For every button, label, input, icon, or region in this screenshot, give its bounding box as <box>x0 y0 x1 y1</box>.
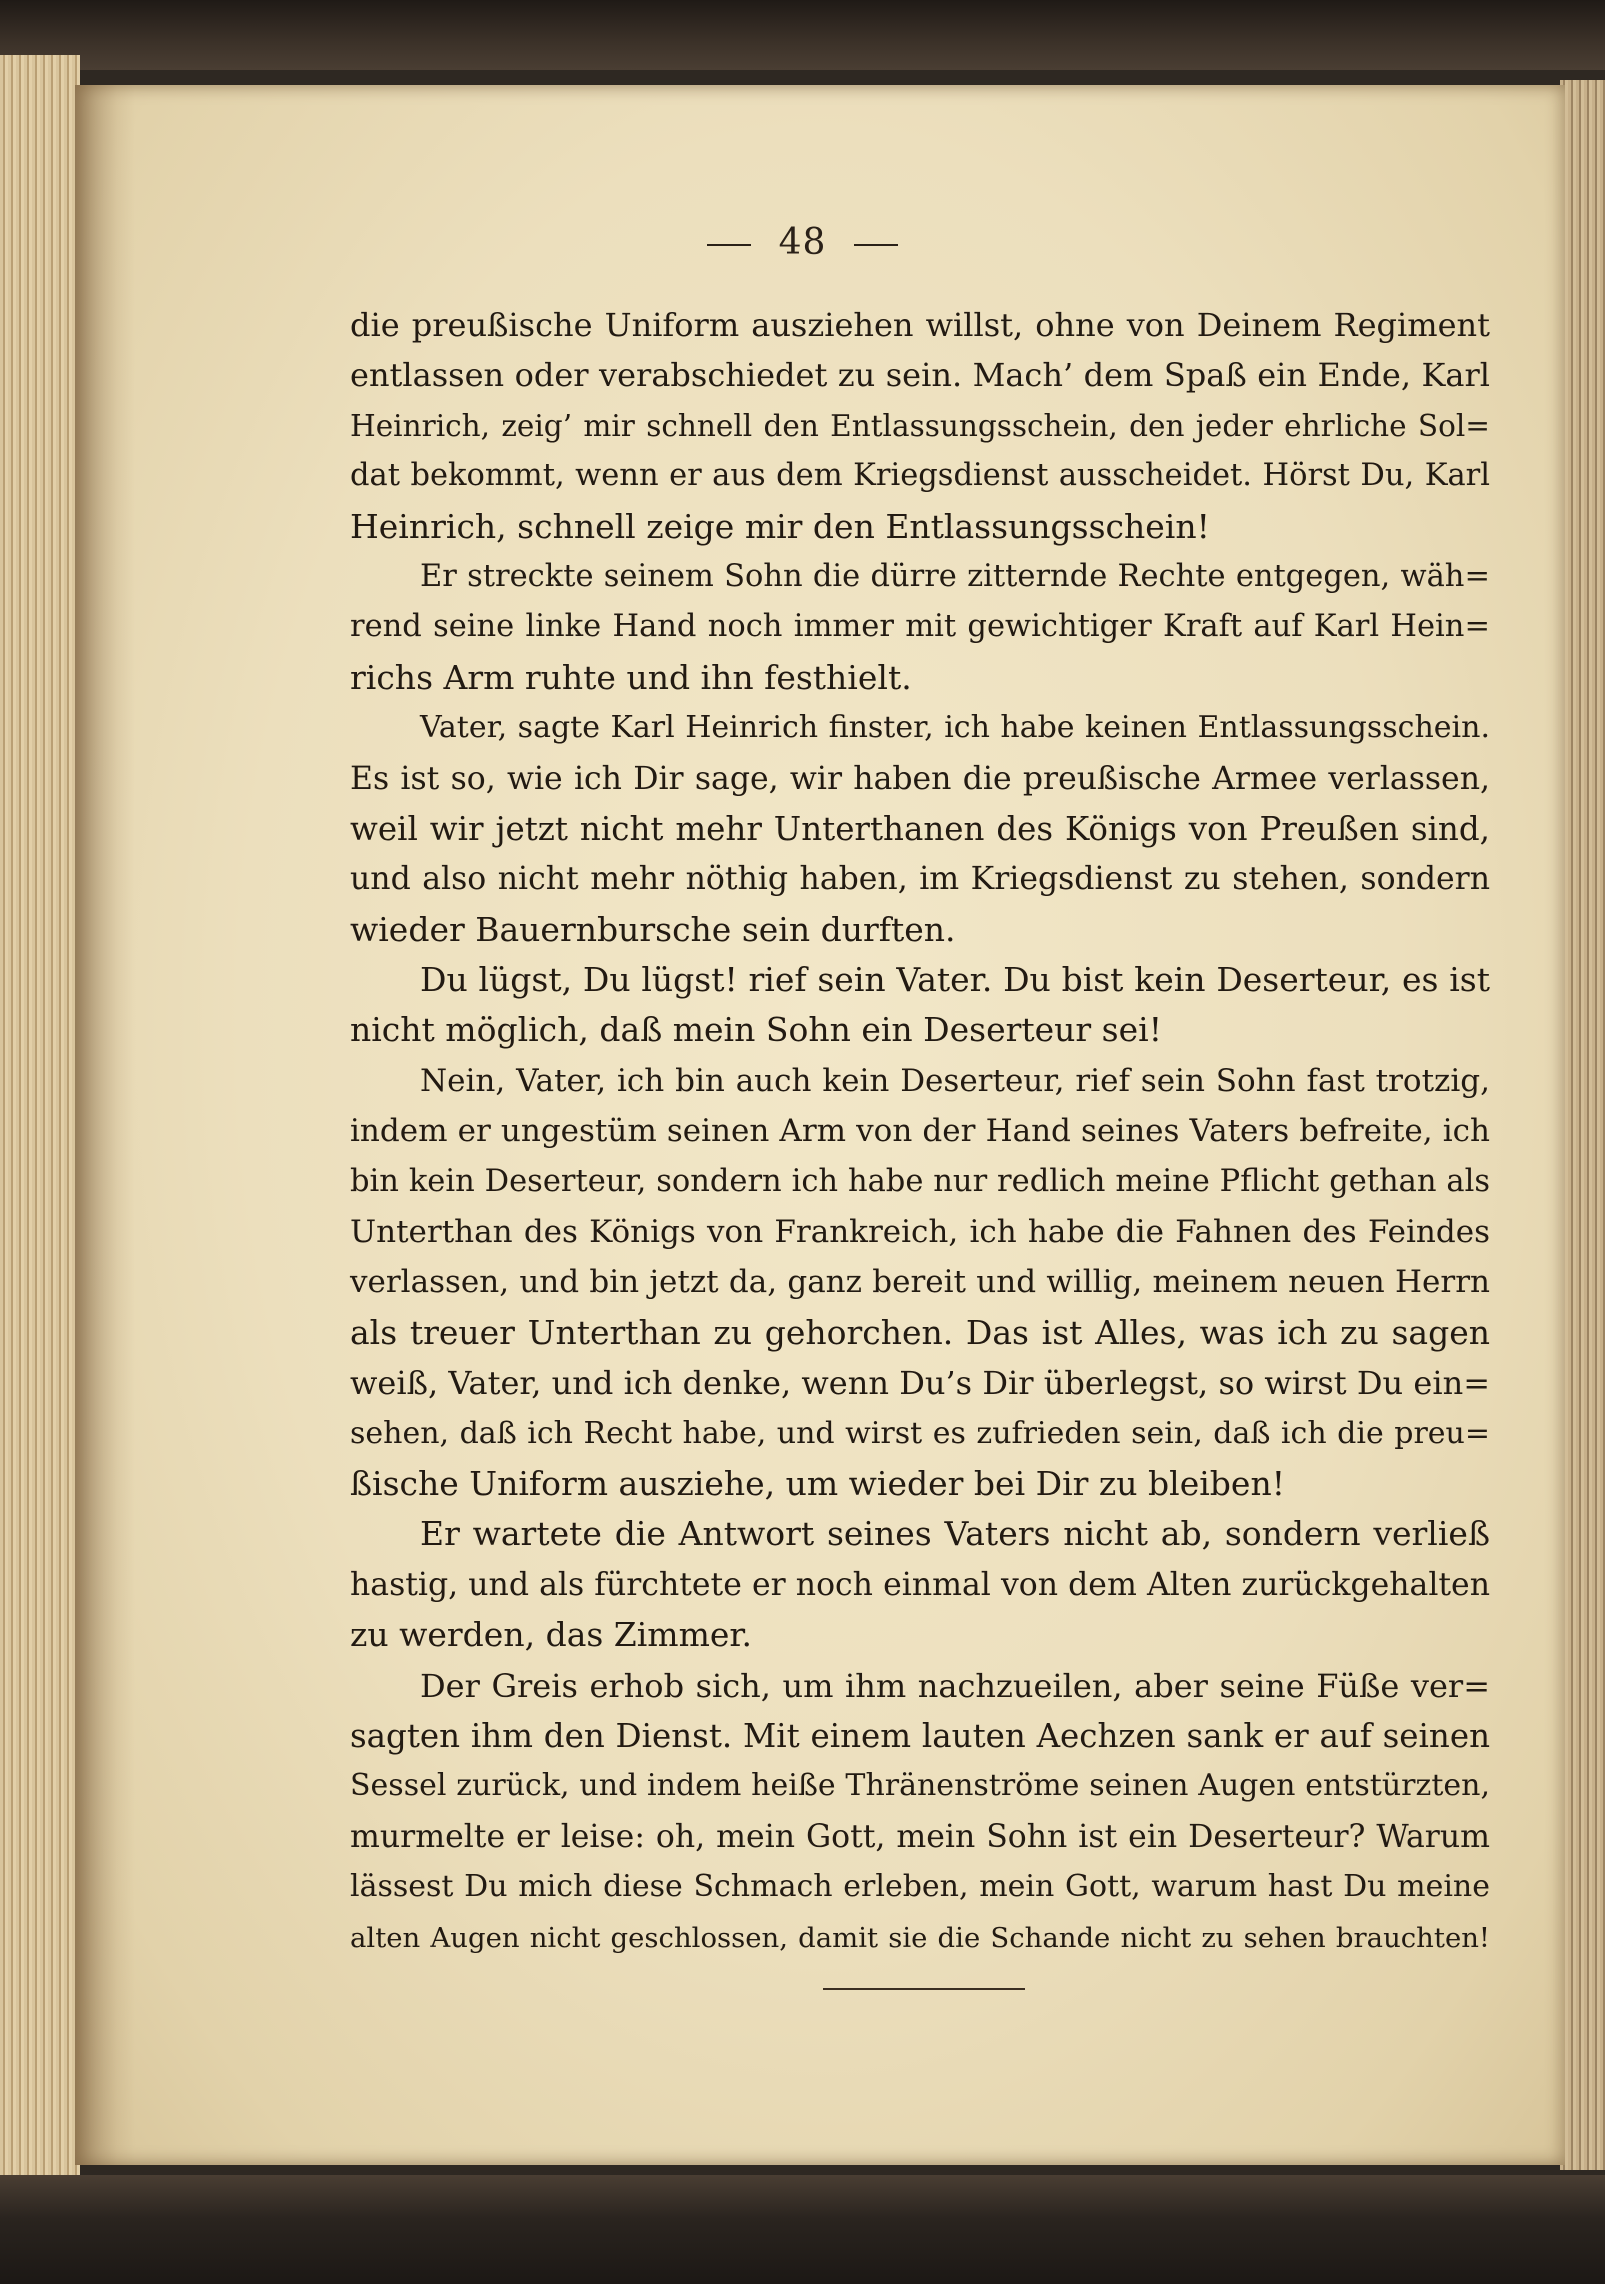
text-line: ßische Uniform ausziehe, um wieder bei Dir zu bleiben! <box>350 1463 1285 1503</box>
text-line: und also nicht mehr nöthig haben, im Kriegsdienst zu stehen, sondern <box>350 861 1490 898</box>
text-line: lässest Du mich diese Schmach erleben, mein Gott, warum hast Du meine <box>350 1869 1490 1905</box>
text-line: Vater, sagte Karl Heinrich finster, ich habe keinen Entlassungsschein. <box>420 710 1490 746</box>
text-line: sehen, daß ich Recht habe, und wirst es zufrieden sein, daß ich die preu= <box>350 1415 1490 1451</box>
text-line: rend seine linke Hand noch immer mit gewichtiger Kraft auf Karl Hein= <box>350 609 1490 645</box>
text-line: dat bekommt, wenn er aus dem Kriegsdienst ausscheidet. Hörst Du, Karl <box>350 458 1490 494</box>
page-number: 48 <box>778 222 827 263</box>
text-line: Heinrich, zeig’ mir schnell den Entlassungsschein, den jeder ehrliche Sol= <box>350 408 1490 443</box>
text-line: alten Augen nicht geschlossen, damit sie die Schande nicht zu sehen brauchten! <box>350 1921 1490 1954</box>
text-line: als treuer Unterthan zu gehorchen. Das ist Alles, was ich zu sagen <box>350 1312 1490 1352</box>
header-dash-right <box>854 244 898 246</box>
text-line: Sessel zurück, und indem heiße Thränenströme seinen Augen entstürzten, <box>350 1768 1490 1804</box>
text-line: zu werden, das Zimmer. <box>350 1615 753 1655</box>
text-line: Nein, Vater, ich bin auch kein Deserteur, rief sein Sohn fast trotzig, <box>420 1062 1490 1099</box>
text-line: richs Arm ruhte und ihn festhielt. <box>350 657 912 697</box>
text-line: weiß, Vater, und ich denke, wenn Du’s Dir überlegst, so wirst Du ein= <box>350 1364 1490 1403</box>
text-line: bin kein Deserteur, sondern ich habe nur redlich meine Pflicht gethan als <box>350 1163 1490 1199</box>
text-line: Unterthan des Königs von Frankreich, ich habe die Fahnen des Feindes <box>350 1214 1490 1251</box>
text-line: Der Greis erhob sich, um ihm nachzueilen, aber seine Füße ver= <box>420 1666 1490 1705</box>
text-line: wieder Bauernbursche sein durften. <box>350 909 956 949</box>
text-line: entlassen oder verabschiedet zu sein. Mach’ dem Spaß ein Ende, Karl <box>350 356 1490 395</box>
text-line: Es ist so, wie ich Dir sage, wir haben die preußische Armee verlassen, <box>350 760 1490 797</box>
text-line: Du lügst, Du lügst! rief sein Vater. Du bist kein Deserteur, es ist <box>420 960 1490 1000</box>
text-line: Er streckte seinem Sohn die dürre zitternde Rechte entgegen, wäh= <box>420 558 1490 594</box>
page-stack-left <box>0 55 80 2185</box>
text-line: weil wir jetzt nicht mehr Unterthanen des Königs von Preußen sind, <box>350 809 1490 848</box>
text-line: Heinrich, schnell zeige mir den Entlassungsschein! <box>350 506 1210 546</box>
book-cover-top-edge <box>0 0 1605 70</box>
text-line: Er wartete die Antwort seines Vaters nicht ab, sondern verließ <box>420 1514 1490 1554</box>
text-line: hastig, und als fürchtete er noch einmal von dem Alten zurückgehalten <box>350 1566 1490 1603</box>
page-stack-right <box>1560 80 1605 2170</box>
page-header <box>0 222 1605 263</box>
text-line: indem er ungestüm seinen Arm von der Hand seines Vaters befreite, ich <box>350 1113 1490 1150</box>
page-gutter-shadow <box>75 85 135 2165</box>
end-rule <box>823 1988 1025 1990</box>
text-line: nicht möglich, daß mein Sohn ein Deserteur sei! <box>350 1010 1162 1050</box>
header-dash-left <box>707 244 751 246</box>
book-cover-bottom-edge <box>0 2175 1605 2284</box>
body-text <box>350 300 1490 1963</box>
text-line: die preußische Uniform ausziehen willst, ohne von Deinem Regiment <box>350 306 1490 344</box>
text-line: verlassen, und bin jetzt da, ganz bereit und willig, meinem neuen Herrn <box>350 1264 1490 1301</box>
text-line: murmelte er leise: oh, mein Gott, mein Sohn ist ein Deserteur? Warum <box>350 1818 1490 1855</box>
text-line: sagten ihm den Dienst. Mit einem lauten Aechzen sank er auf seinen <box>350 1716 1490 1755</box>
